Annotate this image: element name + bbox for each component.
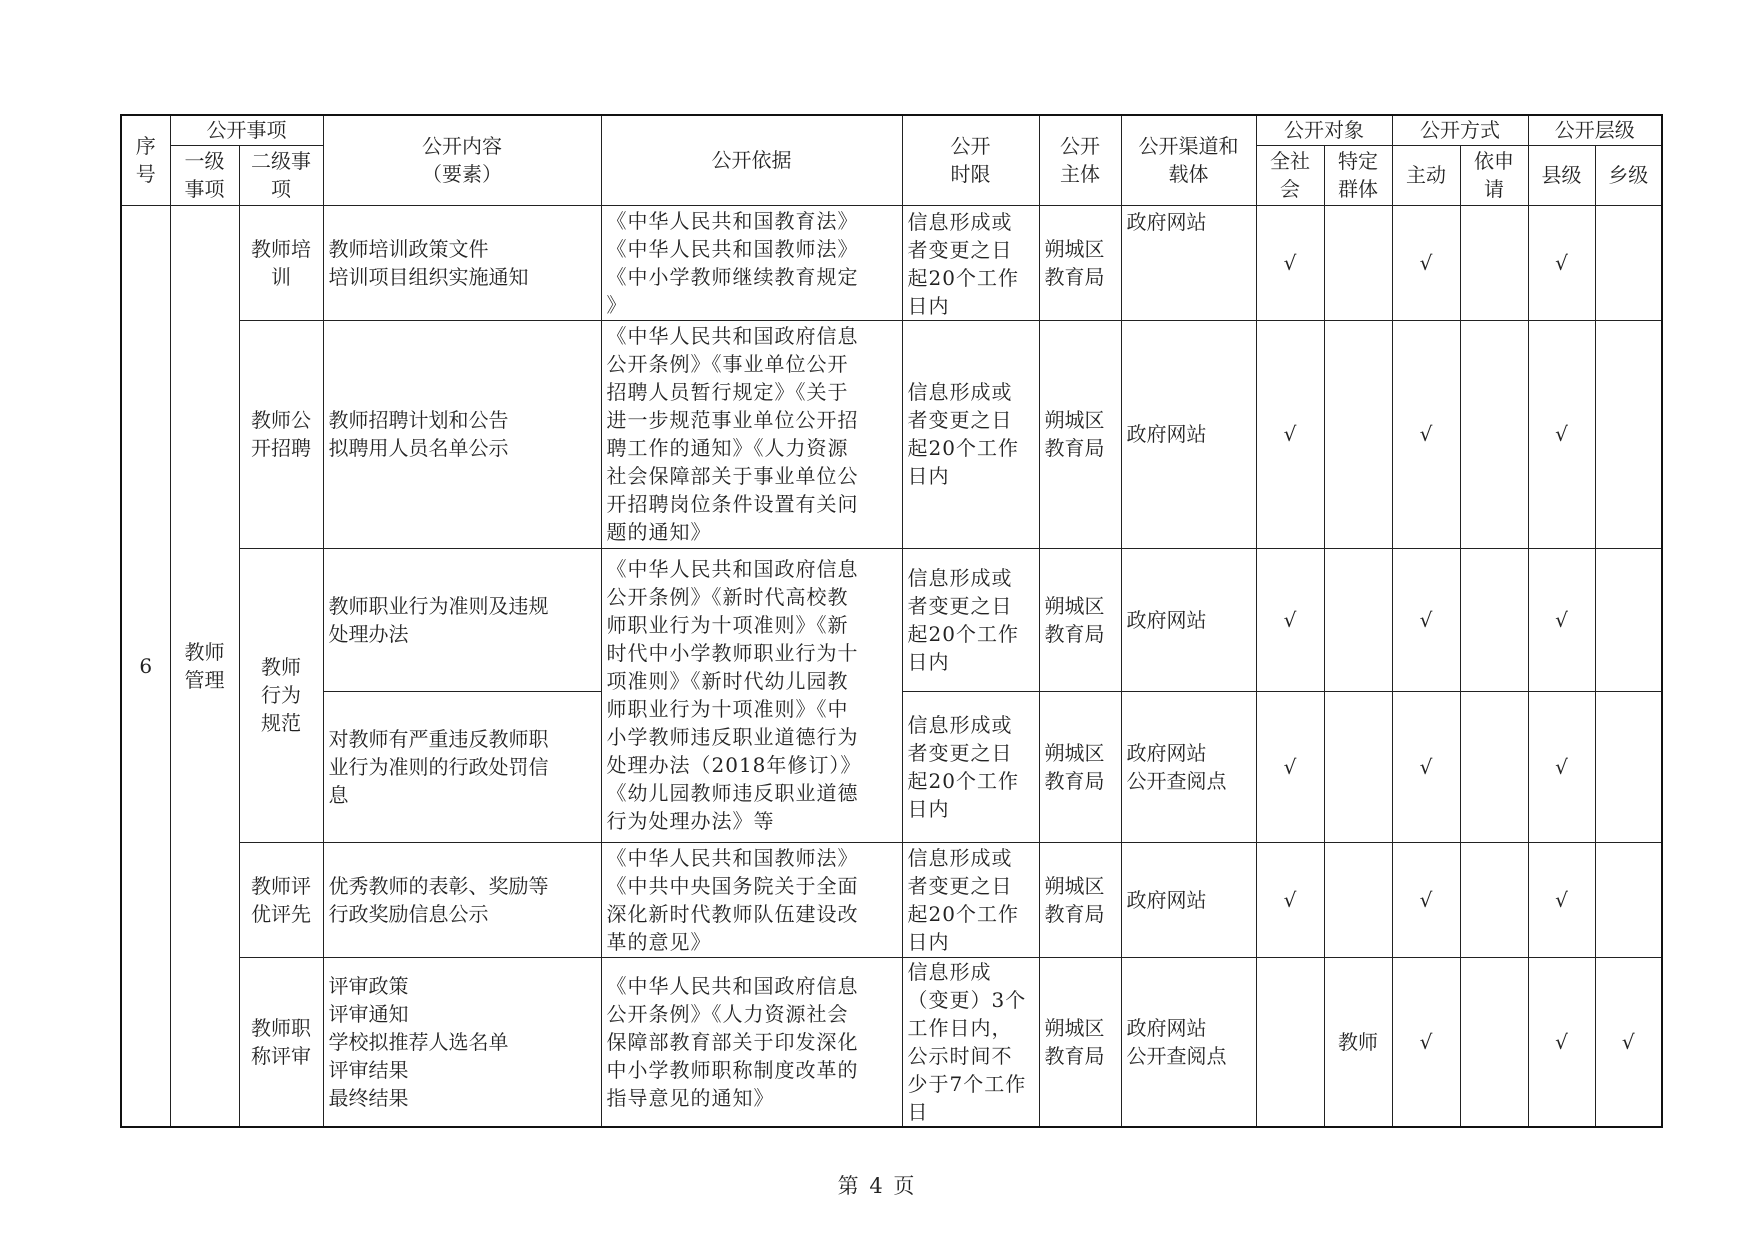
level-town-cell	[1595, 320, 1662, 548]
target-specific-cell	[1324, 320, 1392, 548]
target-all-cell: √	[1256, 205, 1324, 320]
page-number: 第 4 页	[837, 1174, 917, 1198]
header-row	[121, 115, 1662, 145]
mode-request-cell	[1460, 548, 1528, 691]
mode-active-cell: √	[1392, 320, 1460, 548]
channel-cell: 政府网站 公开查阅点	[1121, 691, 1256, 842]
table-row	[121, 548, 1662, 691]
mode-request-cell	[1460, 957, 1528, 1127]
level2-cell: 教师培 训	[239, 205, 323, 320]
mode-active-cell: √	[1392, 957, 1460, 1127]
subject-cell: 朔城区 教育局	[1039, 691, 1121, 842]
level2-cell: 教师评 优评先	[239, 842, 323, 957]
table-row	[121, 320, 1662, 548]
channel-cell: 政府网站 公开查阅点	[1121, 957, 1256, 1127]
level-town-cell	[1595, 205, 1662, 320]
header-level-county: 县级	[1528, 145, 1595, 205]
target-specific-cell	[1324, 691, 1392, 842]
header-target: 公开对象	[1256, 115, 1392, 145]
level-county-cell: √	[1528, 691, 1595, 842]
level-county-cell: √	[1528, 957, 1595, 1127]
table-row	[121, 205, 1662, 320]
level2-cell: 教师 行为 规范	[239, 548, 323, 842]
basis-cell: 《中华人民共和国政府信息 公开条例》《人力资源社会 保障部教育部关于印发深化 中小学教师职称制度改革的 指导意见的通知》	[601, 957, 902, 1127]
table-row	[121, 957, 1662, 1127]
header-basis: 公开依据	[601, 115, 902, 205]
level-county-cell: √	[1528, 842, 1595, 957]
header-subject: 公开 主体	[1039, 115, 1121, 205]
target-all-cell: √	[1256, 548, 1324, 691]
subject-cell: 朔城区 教育局	[1039, 205, 1121, 320]
mode-active-cell: √	[1392, 691, 1460, 842]
header-seq: 序号	[121, 115, 170, 205]
header-level: 公开层级	[1528, 115, 1662, 145]
mode-active-cell: √	[1392, 842, 1460, 957]
header-channel: 公开渠道和 载体	[1121, 115, 1256, 205]
subject-cell: 朔城区 教育局	[1039, 957, 1121, 1127]
content-cell: 教师招聘计划和公告 拟聘用人员名单公示	[323, 320, 601, 548]
header-target-all: 全社 会	[1256, 145, 1324, 205]
content-cell: 教师培训政策文件 培训项目组织实施通知	[323, 205, 601, 320]
header-level2: 二级事 项	[239, 145, 323, 205]
target-all-cell: √	[1256, 691, 1324, 842]
target-all-cell: √	[1256, 320, 1324, 548]
subject-cell: 朔城区 教育局	[1039, 320, 1121, 548]
mode-request-cell	[1460, 842, 1528, 957]
mode-request-cell	[1460, 320, 1528, 548]
content-cell: 对教师有严重违反教师职 业行为准则的行政处罚信 息	[323, 691, 601, 842]
content-cell: 优秀教师的表彰、奖励等 行政奖励信息公示	[323, 842, 601, 957]
basis-cell: 《中华人民共和国教师法》 《中共中央国务院关于全面 深化新时代教师队伍建设改 革的意见》	[601, 842, 902, 957]
deadline-cell: 信息形成或 者变更之日 起20个工作 日内	[902, 548, 1039, 691]
level1-cell: 教师 管理	[170, 205, 239, 1127]
header-content: 公开内容 （要素）	[323, 115, 601, 205]
level-town-cell	[1595, 548, 1662, 691]
level-town-cell: √	[1595, 957, 1662, 1127]
deadline-cell: 信息形成或 者变更之日 起20个工作 日内	[902, 691, 1039, 842]
mode-request-cell	[1460, 691, 1528, 842]
mode-active-cell: √	[1392, 205, 1460, 320]
channel-cell: 政府网站	[1121, 842, 1256, 957]
header-mode-active: 主动	[1392, 145, 1460, 205]
channel-cell: 政府网站	[1121, 205, 1256, 320]
level2-cell: 教师公 开招聘	[239, 320, 323, 548]
header-mode-request: 依申请	[1460, 145, 1528, 205]
header-target-specific: 特定 群体	[1324, 145, 1392, 205]
content-cell: 教师职业行为准则及违规 处理办法	[323, 548, 601, 691]
channel-cell: 政府网站	[1121, 320, 1256, 548]
header-deadline: 公开 时限	[902, 115, 1039, 205]
level-county-cell: √	[1528, 548, 1595, 691]
mode-active-cell: √	[1392, 548, 1460, 691]
level-county-cell: √	[1528, 205, 1595, 320]
target-all-cell: √	[1256, 842, 1324, 957]
seq-cell: 6	[121, 205, 170, 1127]
deadline-cell: 信息形成 （变更）3个 工作日内， 公示时间不 少于7个工作 日	[902, 957, 1039, 1127]
target-specific-cell: 教师	[1324, 957, 1392, 1127]
mode-request-cell	[1460, 205, 1528, 320]
level2-cell: 教师职 称评审	[239, 957, 323, 1127]
level-county-cell: √	[1528, 320, 1595, 548]
deadline-cell: 信息形成或 者变更之日 起20个工作 日内	[902, 842, 1039, 957]
subject-cell: 朔城区 教育局	[1039, 842, 1121, 957]
target-specific-cell	[1324, 548, 1392, 691]
content-cell: 评审政策 评审通知 学校拟推荐人选名单 评审结果 最终结果	[323, 957, 601, 1127]
header-item: 公开事项	[170, 115, 323, 145]
header-level-town: 乡级	[1595, 145, 1662, 205]
table-row	[121, 842, 1662, 957]
deadline-cell: 信息形成或 者变更之日 起20个工作 日内	[902, 205, 1039, 320]
header-mode: 公开方式	[1392, 115, 1528, 145]
basis-cell: 《中华人民共和国政府信息 公开条例》《事业单位公开 招聘人员暂行规定》《关于 进一步规范事业单位公开招 聘工作的通知》《人力资源 社会保障部关于事业单位公 开招聘岗位条件设置有关问 题的通知》	[601, 320, 902, 548]
disclosure-table	[120, 114, 1663, 1128]
channel-cell: 政府网站	[1121, 548, 1256, 691]
target-specific-cell	[1324, 205, 1392, 320]
target-specific-cell	[1324, 842, 1392, 957]
deadline-cell: 信息形成或 者变更之日 起20个工作 日内	[902, 320, 1039, 548]
level-town-cell	[1595, 691, 1662, 842]
subject-cell: 朔城区 教育局	[1039, 548, 1121, 691]
basis-cell: 《中华人民共和国教育法》 《中华人民共和国教师法》 《中小学教师继续教育规定 》	[601, 205, 902, 320]
target-all-cell	[1256, 957, 1324, 1127]
header-level1: 一级 事项	[170, 145, 239, 205]
level-town-cell	[1595, 842, 1662, 957]
basis-cell: 《中华人民共和国政府信息 公开条例》《新时代高校教 师职业行为十项准则》《新 时代中小学教师职业行为十 项准则》《新时代幼儿园教 师职业行为十项准则》《中 小学教师违反职业道德行为 处理办法（2018年修订）》 《幼儿园教师违反职业道德 行为处理办法》等	[601, 548, 902, 842]
